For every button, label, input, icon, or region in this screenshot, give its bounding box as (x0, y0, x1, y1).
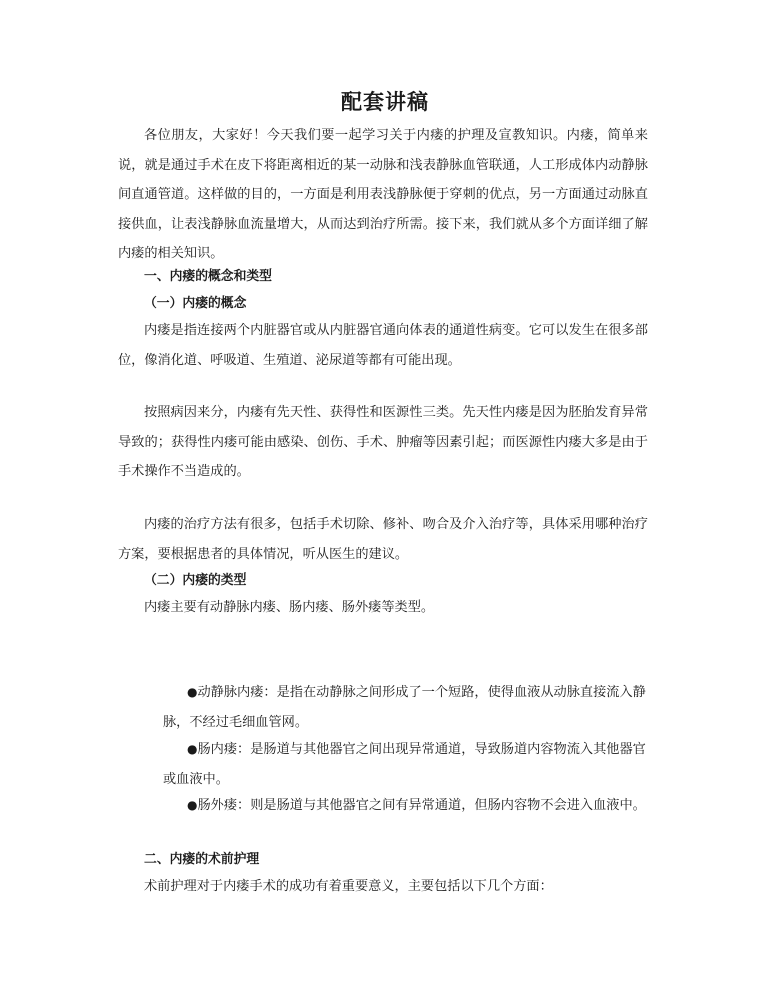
section2-heading: 二、内瘘的术前护理 (144, 852, 260, 867)
bullet-item (163, 677, 648, 738)
section2-intro: 术前护理对于内瘘手术的成功有着重要意义，主要包括以下几个方面： (144, 879, 553, 894)
types-intro: 内瘘主要有动静脉内瘘、肠内瘘、肠外瘘等类型。 (144, 600, 435, 615)
section1-sub1-heading: （一）内瘘的概念 (144, 296, 247, 311)
bullet-dot-icon: ● (187, 685, 198, 699)
bullet-text: 肠外瘘：则是肠道与其他器官之间有异常通道，但肠内容物不会进入血液中。 (197, 798, 646, 813)
section1-heading: 一、内瘘的概念和类型 (144, 269, 272, 284)
bullet-text: 肠内瘘：是肠道与其他器官之间出现异常通道，导致肠道内容物流入其他器官或血液中。 (163, 742, 646, 787)
document-title: 配套讲稿 (341, 89, 429, 114)
bullet-item (163, 734, 648, 795)
concept-paragraph-1: 内瘘是指连接两个内脏器官或从内脏器官通向体表的通道性病变。它可以发生在很多部位，像消化道、呼吸道、生殖道、泌尿道等都有可能出现。 (118, 323, 648, 368)
bullet-dot-icon: ● (187, 742, 198, 756)
concept-paragraph-2: 按照病因来分，内瘘有先天性、获得性和医源性三类。先天性内瘘是因为胚胎发育异常导致的；获得性内瘘可能由感染、创伤、手术、肿瘤等因素引起；而医源性内瘘大多是由于手术操作不当造成的。 (118, 405, 648, 479)
bullet-item (163, 790, 648, 821)
bullet-text: 动静脉内瘘：是指在动静脉之间形成了一个短路，使得血液从动脉直接流入静脉，不经过毛细血管网。 (163, 685, 646, 730)
intro-paragraph: 各位朋友，大家好！今天我们要一起学习关于内瘘的护理及宣教知识。内瘘，简单来说，就是通过手术在皮下将距离相近的某一动脉和浅表静脉血管联通，人工形成体内动静脉间直通管道。这样做的目的，一方面是利用表浅静脉便于穿刺的优点，另一方面通过动脉直接供血，让表浅静脉血流量增大，从而达到治疗所需。接下来，我们就从多个方面详细了解内瘘的相关知识。 (118, 128, 648, 261)
concept-paragraph-3: 内瘘的治疗方法有很多，包括手术切除、修补、吻合及介入治疗等，具体采用哪种治疗方案，要根据患者的具体情况，听从医生的建议。 (118, 517, 648, 562)
section1-sub2-heading: （二）内瘘的类型 (144, 573, 247, 588)
bullet-dot-icon: ● (187, 798, 198, 812)
